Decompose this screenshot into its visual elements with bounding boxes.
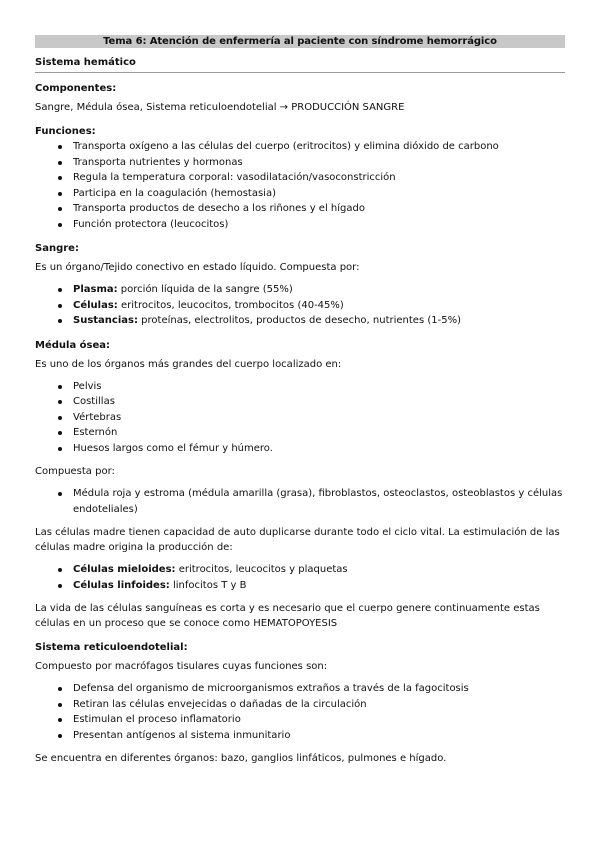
term: Células: (73, 299, 118, 311)
reticulo-heading: Sistema reticuloendotelial: (35, 642, 188, 653)
medula-intro: Es uno de los órganos más grandes del cuerpo localizado en: (35, 358, 342, 370)
term: Sustancias: (73, 315, 138, 326)
term-text: proteínas, electrolitos, productos de desecho, nutrientes (1-5%) (137, 315, 461, 326)
componentes-text: Sangre, Médula ósea, Sistema reticuloendotelial → PRODUCCIÓN SANGRE (35, 102, 405, 113)
term-text: linfocitos T y B (169, 579, 247, 591)
list-item: Vértebras (35, 410, 565, 426)
term: Plasma: (73, 284, 118, 295)
section-title: Sistema hemático (35, 57, 565, 73)
medula-locations (35, 379, 565, 457)
sangre-list (35, 282, 565, 329)
term-text: porción líquida de la sangre (55%) (117, 284, 293, 295)
list-item: Defensa del organismo de microorganismos extraños a través de la fagocitosis (35, 681, 565, 697)
list-item (35, 313, 565, 329)
list-item: Estimulan el proceso inflamatorio (35, 712, 565, 728)
term: Células linfoides: (73, 579, 170, 591)
medula-composition (35, 486, 565, 517)
funciones-heading: Funciones: (35, 126, 96, 137)
term: Células mieloides: (73, 564, 176, 575)
term-text: eritrocitos, leucocitos y plaquetas (175, 564, 348, 575)
list-item: Costillas (35, 394, 565, 410)
list-item: Médula roja y estroma (médula amarilla (grasa), fibroblastos, osteoclastos, osteoblastos y células endoteliales) (35, 486, 565, 517)
reticulo-outro: Se encuentra en diferentes órganos: bazo, ganglios linfáticos, pulmones e hígado. (35, 753, 447, 764)
document-page (35, 35, 565, 766)
list-item (35, 298, 565, 314)
list-item: Transporta nutrientes y hormonas (35, 155, 565, 171)
list-item: Función protectora (leucocitos) (35, 217, 565, 233)
medula-heading: Médula ósea: (35, 339, 111, 351)
list-item (35, 562, 565, 578)
list-item: Huesos largos como el fémur y húmero. (35, 441, 565, 457)
list-item (35, 282, 565, 298)
sangre-intro: Es un órgano/Tejido conectivo en estado líquido. Compuesta por: (35, 262, 360, 273)
list-item: Retiran las células envejecidas o dañadas de la circulación (35, 697, 565, 713)
list-item: Pelvis (35, 379, 565, 395)
list-item: Transporta oxígeno a las células del cuerpo (eritrocitos) y elimina dióxido de carbono (35, 139, 565, 155)
list-item: Regula la temperatura corporal: vasodilatación/vasoconstricción (35, 170, 565, 186)
list-item: Presentan antígenos al sistema inmunitario (35, 728, 565, 744)
list-item (35, 578, 565, 594)
term-text: eritrocitos, leucocitos, trombocitos (40-45%) (117, 299, 344, 311)
medula-stem-text: Las células madre tienen capacidad de auto duplicarse durante todo el ciclo vital. La estimulación de las células madre origina la producción de: (35, 527, 560, 553)
list-item: Participa en la coagulación (hemostasia) (35, 186, 565, 202)
funciones-list (35, 139, 565, 232)
reticulo-intro: Compuesto por macrófagos tisulares cuyas funciones son: (35, 661, 328, 672)
list-item: Transporta productos de desecho a los riñones y el hígado (35, 201, 565, 217)
list-item: Esternón (35, 425, 565, 441)
page-title: Tema 6: Atención de enfermería al paciente con síndrome hemorrágico (35, 35, 565, 48)
sangre-heading: Sangre: (35, 243, 79, 254)
medula-cells (35, 562, 565, 593)
componentes-heading: Componentes: (35, 83, 117, 94)
medula-life-text: La vida de las células sanguíneas es corta y es necesario que el cuerpo genere continuamente estas células en un proceso que se conoce como HEMATOPOYESIS (35, 603, 540, 629)
reticulo-list (35, 681, 565, 743)
medula-composed: Compuesta por: (35, 466, 115, 477)
